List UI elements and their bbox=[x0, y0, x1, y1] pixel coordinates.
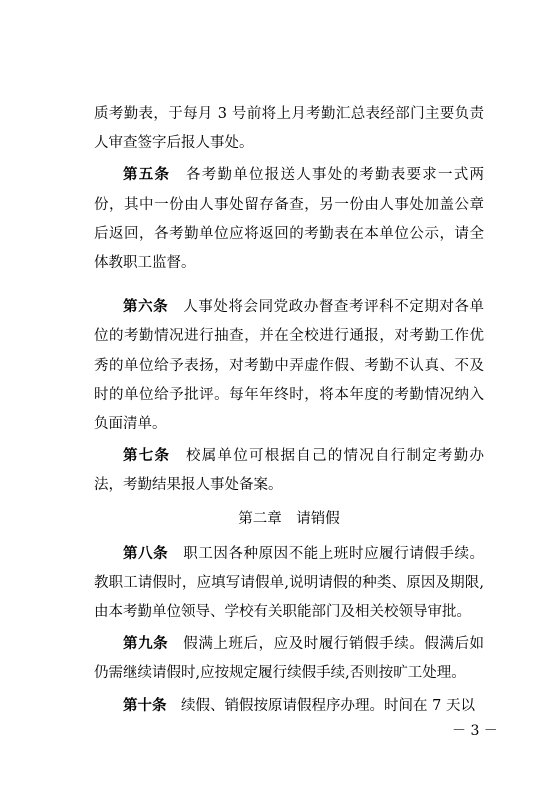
article-6 bbox=[94, 293, 484, 439]
article-label: 第六条 bbox=[123, 299, 169, 316]
article-label: 第五条 bbox=[123, 167, 171, 184]
article-label: 第八条 bbox=[123, 545, 169, 562]
page-number: － 3 － bbox=[452, 723, 498, 739]
continued-paragraph bbox=[94, 100, 484, 158]
article-text: 假满上班后，应及时履行销假手续。假满后如仍需继续请假时,应按规定履行续假手续,否则按旷工处理。 bbox=[94, 636, 485, 682]
article-7 bbox=[94, 442, 484, 500]
article-text: 各考勤单位报送人事处的考勤表要求一式两份，其中一份由人事处留存备查，另一份由人事处加盖公章后返回，各考勤单位应将返回的考勤表在本单位公示，请全体教职工监督。 bbox=[94, 167, 484, 272]
article-10 bbox=[94, 692, 484, 721]
article-label: 第十条 bbox=[123, 697, 167, 714]
article-9 bbox=[94, 630, 484, 688]
document-body bbox=[94, 100, 484, 721]
chapter-title: 第二章 请销假 bbox=[238, 510, 340, 527]
article-label: 第九条 bbox=[123, 636, 169, 653]
paragraph-text: 质考勤表，于每月 3 号前将上月考勤汇总表经部门主要负责人审查签字后报人事处。 bbox=[94, 106, 484, 152]
article-text: 人事处将会同党政办督查考评科不定期对各单位的考勤情况进行抽查，并在全校进行通报，对考勤工作优秀的单位给予表扬，对考勤中弄虚作假、考勤不认真、不及时的单位给予批评。每年年终时，将本年度的考勤情况纳入负面清单。 bbox=[94, 299, 485, 433]
article-text: 续假、销假按原请假程序办理。时间在 7 天以 bbox=[181, 697, 475, 714]
article-text: 职工因各种原因不能上班时应履行请假手续。教职工请假时，应填写请假单,说明请假的种类、原因及期限,由本考勤单位领导、学校有关职能部门及相关校领导审批。 bbox=[94, 545, 485, 621]
article-text: 校属单位可根据自己的情况自行制定考勤办法，考勤结果报人事处备案。 bbox=[94, 448, 484, 494]
article-5 bbox=[94, 161, 484, 278]
article-label: 第七条 bbox=[123, 448, 171, 465]
article-8 bbox=[94, 540, 484, 628]
